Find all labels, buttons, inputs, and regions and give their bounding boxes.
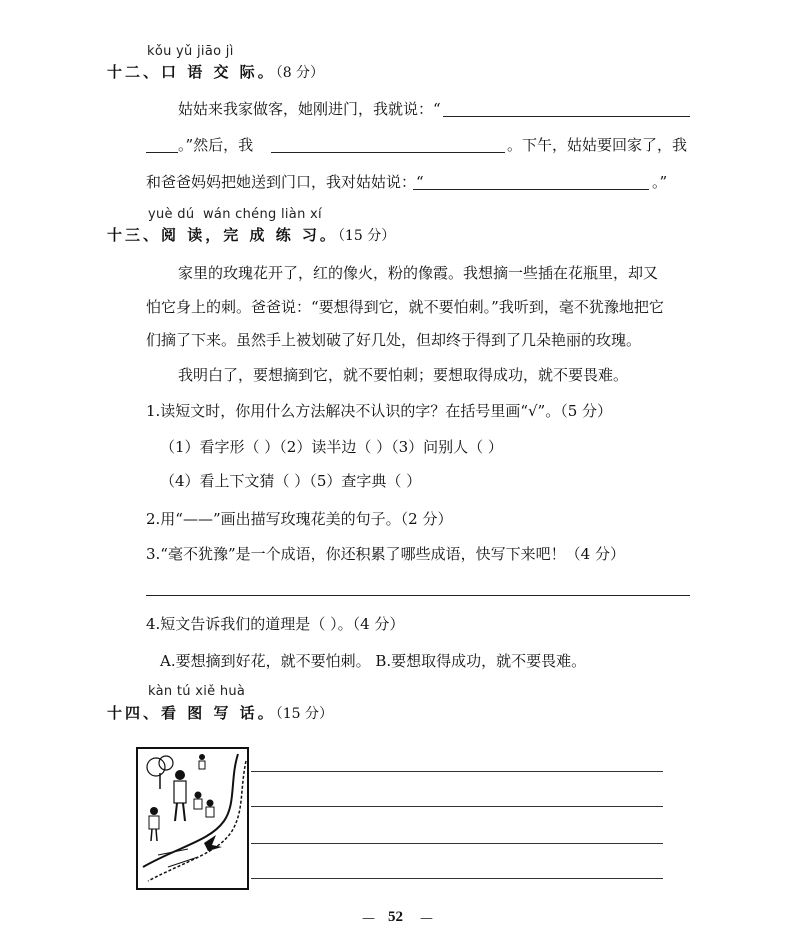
- answer-blank[interactable]: [413, 189, 649, 190]
- footer-dash-left: —: [362, 911, 375, 926]
- section13-pinyin-a: yuè dú: [148, 207, 195, 222]
- writing-line-3[interactable]: [251, 843, 663, 844]
- section13-pinyin-b: wán chéng liàn xí: [203, 207, 322, 222]
- question-1: 1.读短文时，你用什么方法解决不认识的字？在括号里画“√”。（5 分）: [146, 402, 613, 420]
- footer-dash-right: —: [420, 911, 433, 926]
- section14-number: 十四、: [107, 704, 162, 722]
- question-3: 3.“毫不犹豫”是一个成语，你还积累了哪些成语，快写下来吧！（4 分）: [146, 545, 625, 563]
- section12-heading: [107, 61, 324, 82]
- writing-line-2[interactable]: [251, 806, 663, 807]
- answer-blank[interactable]: [443, 116, 690, 117]
- section12-number: 十二、: [107, 63, 162, 81]
- question-1-options-a: （1）看字形（ ）（2）读半边（ ）（3）问别人（ ）: [160, 438, 503, 456]
- section12-period: 。: [257, 63, 276, 81]
- section12-line3a: 和爸爸妈妈把她送到门口，我对姑姑说：“: [146, 173, 424, 191]
- section13-period: 。: [319, 226, 338, 244]
- answer-blank[interactable]: [146, 152, 178, 153]
- page-number: 52: [388, 909, 403, 925]
- illustration-image: [136, 747, 249, 890]
- section14-heading: [107, 702, 333, 723]
- question-2: 2.用“——”画出描写玫瑰花美的句子。（2 分）: [146, 510, 453, 528]
- passage-line: 们摘了下来。虽然手上被划破了好几处，但却终于得到了几朵艳丽的玫瑰。: [146, 331, 642, 349]
- children-walking-illustration: [138, 749, 247, 888]
- section12-line2a: 。”然后，我: [178, 136, 254, 154]
- section14-period: 。: [257, 704, 276, 722]
- section14-pinyin: kàn tú xiě huà: [148, 684, 246, 699]
- question-1-options-b: （4）看上下文猜（ ）（5）查字典（ ）: [160, 472, 422, 490]
- section13-heading: [107, 224, 395, 245]
- section14-score: （15 分）: [275, 706, 333, 722]
- question-4-options: A.要想摘到好花，就不要怕刺。 B.要想取得成功，就不要畏难。: [160, 652, 587, 670]
- section13-number: 十三、: [107, 226, 162, 244]
- section12-title: 口 语 交 际: [161, 63, 258, 81]
- section14-title: 看 图 写 话: [161, 704, 258, 722]
- passage-line: 怕它身上的刺。爸爸说：“要想得到它，就不要怕刺。”我听到，毫不犹豫地把它: [146, 298, 664, 316]
- writing-line-4[interactable]: [251, 878, 663, 879]
- answer-line-q3[interactable]: [146, 595, 690, 596]
- writing-line-1[interactable]: [251, 771, 663, 772]
- section12-score: （8 分）: [275, 65, 325, 81]
- passage-line: 家里的玫瑰花开了，红的像火，粉的像霞。我想摘一些插在花瓶里，却又: [178, 264, 659, 282]
- question-4: 4.短文告诉我们的道理是（ ）。（4 分）: [146, 615, 405, 633]
- section12-pinyin: kǒu yǔ jiāo jì: [147, 44, 234, 59]
- section13-score: （15 分）: [337, 228, 396, 244]
- section12-line2b: 。下午，姑姑要回家了，我: [507, 136, 688, 154]
- section12-line3b: 。”: [652, 173, 668, 191]
- section13-title-a: 阅 读，: [161, 226, 224, 244]
- answer-blank[interactable]: [271, 152, 505, 153]
- passage-line: 我明白了，要想摘到它，就不要怕刺；要想取得成功，就不要畏难。: [178, 366, 629, 384]
- section12-line1: 姑姑来我家做客，她刚进门，我就说：“: [178, 100, 441, 118]
- section13-title-b: 完 成 练 习: [223, 226, 320, 244]
